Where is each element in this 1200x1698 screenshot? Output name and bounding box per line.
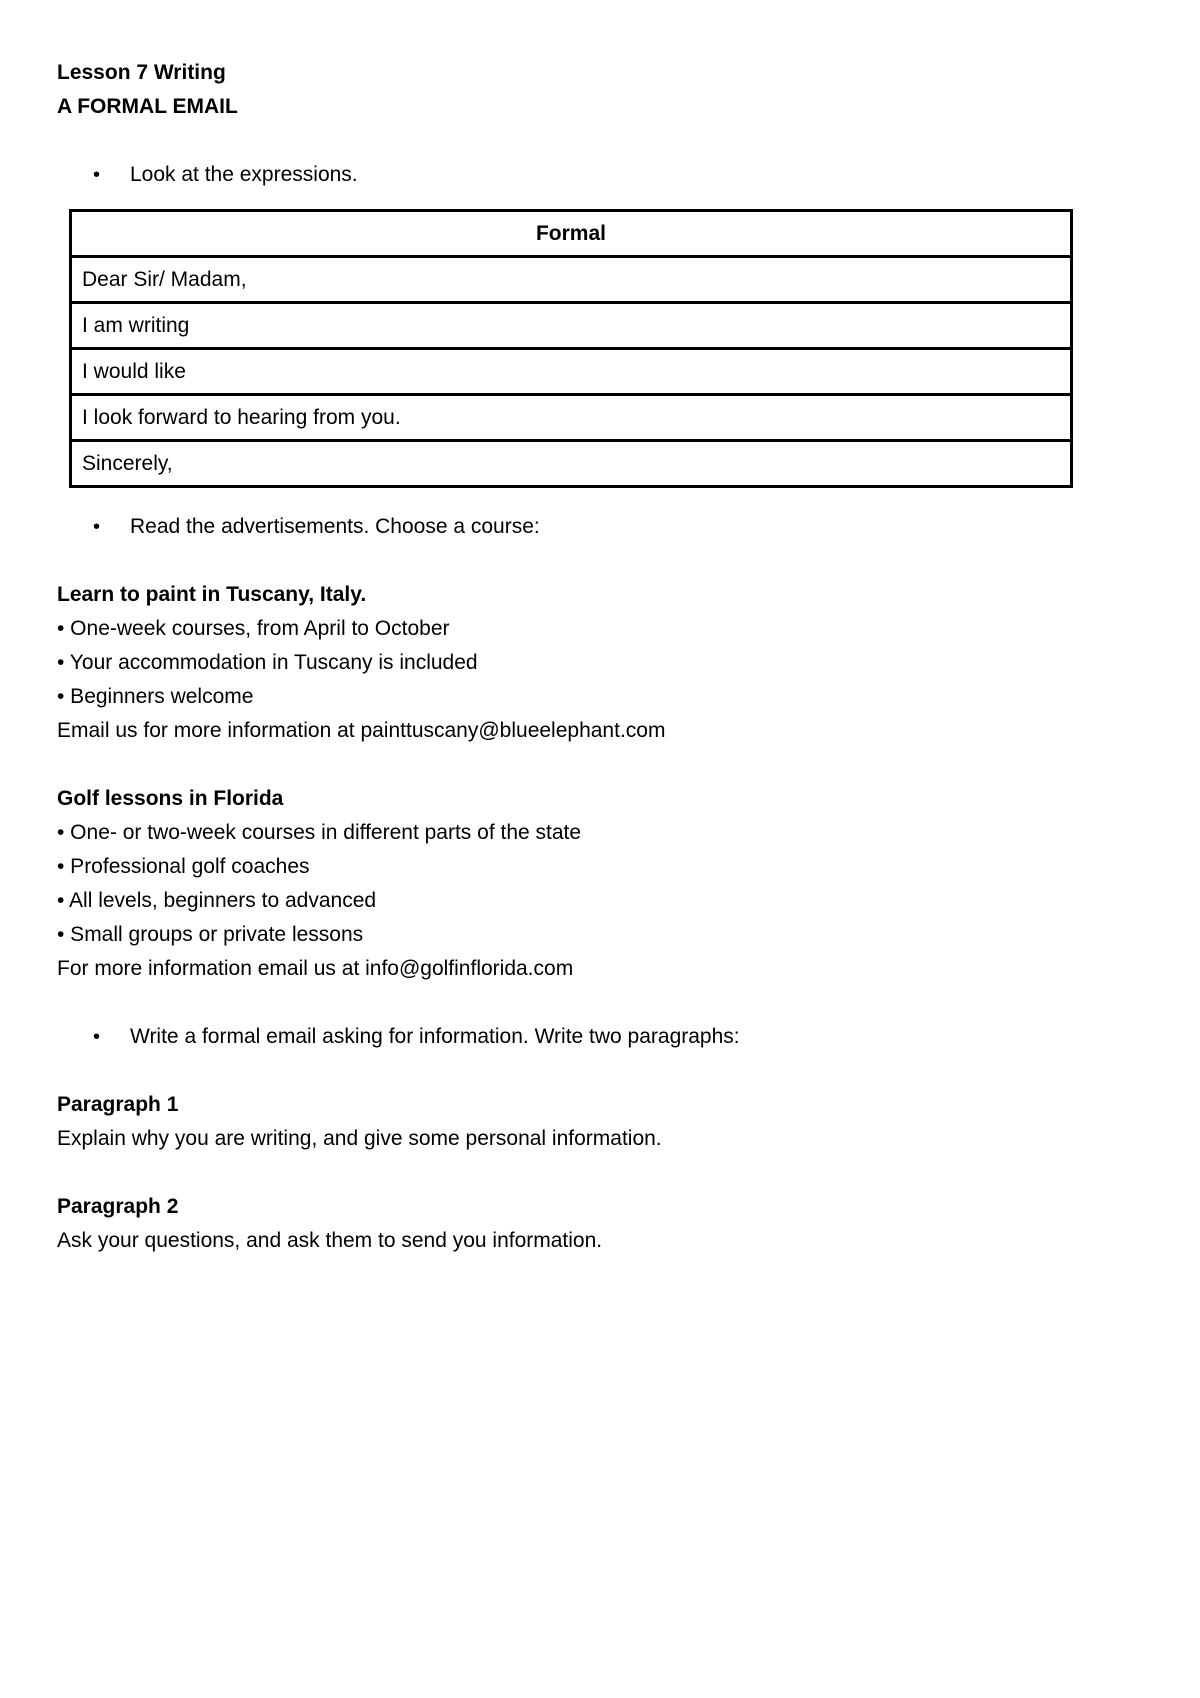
instruction-read-text: Read the advertisements. Choose a course: <box>130 515 540 538</box>
list-item: • Professional golf coaches <box>57 855 310 878</box>
table-cell: I am writing <box>71 303 1072 349</box>
paragraph-1-title: Paragraph 1 <box>57 1093 179 1116</box>
lesson-label: Lesson 7 Writing <box>57 61 226 84</box>
paragraph-2-title: Paragraph 2 <box>57 1195 179 1218</box>
table-cell: I would like <box>71 349 1072 395</box>
paragraph-2-section <box>57 1190 1147 1258</box>
paragraph-2-text: Ask your questions, and ask them to send you information. <box>57 1229 603 1252</box>
instruction-write <box>57 1020 1147 1054</box>
list-item: • All levels, beginners to advanced <box>57 889 377 912</box>
table-row <box>71 349 1072 395</box>
instruction-read <box>57 510 1147 544</box>
paragraph-1-section <box>57 1088 1147 1156</box>
ad-tuscany <box>57 578 1147 748</box>
instruction-write-text: Write a formal email asking for information. Write two paragraphs: <box>130 1025 740 1048</box>
list-item: • Beginners welcome <box>57 685 254 708</box>
bullet-dot: • <box>93 164 101 186</box>
table-header: Formal <box>71 211 1072 257</box>
list-item: • One-week courses, from April to October <box>57 617 450 640</box>
instruction-look <box>57 158 1147 192</box>
list-item: • Your accommodation in Tuscany is included <box>57 651 478 674</box>
table-row <box>71 395 1072 441</box>
ad-florida-contact: For more information email us at info@golfinflorida.com <box>57 957 574 980</box>
list-item: • Small groups or private lessons <box>57 923 364 946</box>
table-cell: I look forward to hearing from you. <box>71 395 1072 441</box>
ad-tuscany-contact: Email us for more information at painttuscany@blueelephant.com <box>57 719 666 742</box>
list-item: • One- or two-week courses in different parts of the state <box>57 821 582 844</box>
paragraph-1-text: Explain why you are writing, and give some personal information. <box>57 1127 662 1150</box>
page-title: A FORMAL EMAIL <box>57 95 238 118</box>
bullet-dot: • <box>93 1026 101 1048</box>
table-cell: Dear Sir/ Madam, <box>71 257 1072 303</box>
table-row <box>71 303 1072 349</box>
table-cell: Sincerely, <box>71 441 1072 487</box>
formal-expressions-table <box>69 209 1073 488</box>
table-row <box>71 441 1072 487</box>
worksheet-page <box>57 56 1147 1258</box>
ad-tuscany-title: Learn to paint in Tuscany, Italy. <box>57 583 367 606</box>
ad-florida <box>57 782 1147 986</box>
ad-florida-title: Golf lessons in Florida <box>57 787 284 810</box>
bullet-dot: • <box>93 516 101 538</box>
instruction-look-text: Look at the expressions. <box>130 163 358 186</box>
table-row <box>71 257 1072 303</box>
